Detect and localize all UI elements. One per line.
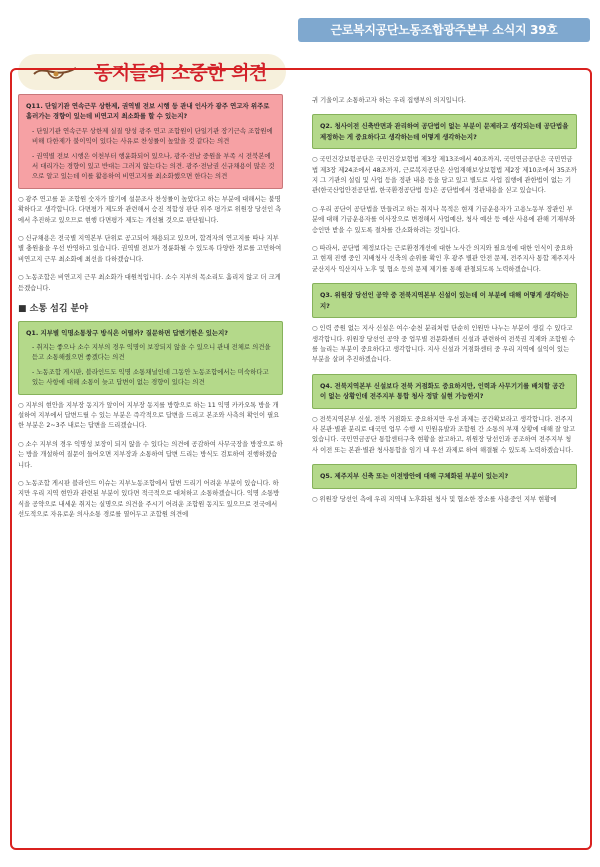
answer-paragraph: 귀 기울이고 소통하고자 하는 우리 집행부의 의지입니다.	[312, 97, 466, 104]
question-q4: Q4. 전북지역본부 신설보다 전북 거점화도 중요하지만, 인력과 사무기기를 배치할 공간이 없는 상황인데 전주지부 통합 청사 정말 실현 가능한지?	[320, 381, 565, 401]
question-box-q4	[312, 374, 577, 409]
answer-paragraph: ○ 우리 공단이 공단법을 만들려고 하는 취지나 목적은 현재 기금운용자가 고용노동부 장관인 부분에 대해 기금운용자를 이사장으로 변경해서 사업예산, 청사 예산 등 예산 사용에 관해 기재부와 승인만 받을 수 있도록 절차를 간소화하려는 것입니다.	[312, 205, 576, 234]
answer-paragraph: ○ 신규채용은 전국별 지역본부 단위로 공고되어 채용되고 있으며, 합격자의 연고지를 따나 지부별 충원율을 우선 반영하고 있습니다. 권역별 전보가 경륜화될 수 있도록 다양한 경로를 고민하여 비연고지 근무 최소화에 최선을 다하겠습니다.	[18, 235, 282, 263]
page-title: 동지들의 소중한 의견	[94, 62, 267, 84]
question-box-q5	[312, 464, 577, 488]
q11-bullet: - 단일기관 연속근무 상한제 실질 양성 광주 연고 조합원이 단일기관 장기근속 조합원에 비해 다한제가 불이익이 있다는 사유로 찬성률이 높았을 것 같다는 의견	[32, 126, 273, 146]
question-q3: Q3. 위원장 당선인 공약 중 전북지역본부 신설이 있는데 이 부분에 대해 어떻게 생각하는지?	[320, 291, 569, 310]
answer-paragraph: ○ 국민건강보험공단은 국민건강보험법 제3장 제13조에서 40조까지, 국민연금공단은 국민연금법 제3장 제24조에서 48조까지, 근로복지공단은 산업재해보상보험법 제2장 제10조에서 35조까지 그 기관의 설립 및 사업 등을 정관 내용 등을 담고 있고 별도로 사업 집행에 관한법이 없는 기관(한국산업안전공단법, 한국환경공단법 등)은 공단법에서 정관내용을 싣고 있습니다.	[312, 156, 577, 195]
left-column	[18, 94, 283, 529]
q1-bullet: - 취지는 좋으나 소수 지부의 경우 익명이 보장되지 않을 수 있으니 관내 전체로 의견을 듣고 소통해줬으면 좋겠다는 의견	[32, 342, 271, 362]
answer-paragraph: ○ 노동조합 게시판 블라인드 이슈는 지부노동조합에서 답변 드리기 어려운 부분이 있습니다. 하지만 우리 지역 현안과 관련된 부분이 있다면 적극적으로 대처하고 소통하겠습니다. 익명 소통방식을 공약으로 내세운 취지는 실명으로 의견을 주시기 어려운 조합원 동지도 있으므로 전국에서 선도적으로 자유로운 의사소통 경로를 열어두고 조합원 의견에	[18, 479, 280, 519]
question-box-q2	[312, 114, 577, 149]
question-q1: Q1. 지부별 익명소통창구 방식은 어떨까? 질문하면 답변기한은 있는지?	[26, 328, 228, 337]
question-q2: Q2. 청사이전 신축반면과 관리하여 공단법이 없는 부분이 문제라고 생각되는데 공단법을 제정하는 게 중요하다고 생각하는데 어떻게 생각하는지?	[320, 122, 569, 141]
section-heading: ■ 소통 섬김 분야	[18, 304, 89, 315]
question-box-q1	[18, 321, 283, 395]
question-box-q3	[312, 283, 577, 318]
answer-paragraph: ○ 위원장 당선인 측에 우리 지역내 노후화된 청사 및 협소한 장소를 사용중인 지부 현황에	[312, 495, 557, 503]
right-column	[312, 96, 577, 513]
question-q11: Q11. 단일기관 연속근무 상한제, 권역별 전보 시행 등 관내 인사가 광주 연고자 위주로 흘러가는 경향이 있는데 비연고지 최소화를 할 수 있는지?	[26, 102, 270, 121]
answer-paragraph: ○ 지부의 현안을 지부장 동지가 앞이어 지부장 동지를 방향으로 하는 11 익명 카카오톡 방을 개설하여 지부에서 답변드릴 수 있는 부분은 즉각적으로 답변을 드리고 본조와 사측의 확인이 필요한 부분은 2~3주 내로는 답변을 드리겠습니다.	[18, 401, 280, 430]
answer-paragraph: ○ 인력 증원 없는 지사 신설은 여수·순천 분리처럼 단순히 인원만 나누는 부분이 생길 수 있다고 생각합니다. 위원장 당선인 공약 중 업무별 전문화센터 신설과 관련하여 전북권 직제와 조합원 수를 늘리는 부분이 중요하다고 생각합니다. 지사 신설과 거점화센터 중 우리 지역에 실익이 있는 부분을 살펴 추진하겠습니다.	[312, 325, 576, 364]
answer-paragraph: ○ 전북지역본부 신설, 전북 거점화도 중요하지만 우선 과제는 공간확보라고 생각합니다. 전주지사 본관·별관 분리로 대국민 업무 수행 시 민원유발과 조합원 간 소통의 부재 상황에 대해 잘 알고 있습니다. 국민연금공단 통합센터구축 현황을 참고하고, 위원장 당선인과 공조하여 전주지부 청사 이전 또는 본관·별관 청사통합을 임기 내 우선 과제로 하여 해결될 수 있도록 노력하겠습니다.	[312, 415, 576, 454]
question-q5: Q5. 제주지부 신축 또는 이전방안에 대해 구체화된 부분이 있는지?	[320, 472, 509, 481]
q11-bullet: - 권역별 전보 시행은 이천부터 행윤화되어 있으나, 광주·전남 중원을 부족 시 전북본에서 대리가는 경향이 있고 반대는 그러지 않는다는 의견. 광주·전남권 신규채용이 많은 것으로 알고 있는데 이를 활용하여 비연고지를 최소화했으면 한다는 의견	[32, 151, 275, 181]
answer-paragraph: ○ 광주 연고를 둔 조합원 숫자가 많기에 설문조사 찬성률이 높았다고 하는 부분에 대해서는 불명확하다고 생각합니다. 다면평가 제도와 관련해서 승진 적합성 판단 위주 평가로 위원장 당선인 측에서 추진하고 있으므로 현행 다면평가 제도는 개선될 것으로 판단됩니다.	[18, 195, 282, 224]
answer-paragraph: ○ 소수 지부의 경우 익명성 보장이 되지 않을 수 있다는 의견에 공감하여 사무국장을 방장으로 하는 방을 개설하여 질문이 들어오면 지부장과 소통하여 답변 드리는 방식도 검토하여 진행하겠습니다.	[18, 440, 283, 469]
newsletter-header: 근로복지공단노동조합광주본부 소식지 39호	[298, 18, 590, 42]
question-box-q11	[18, 94, 283, 189]
answer-paragraph: ○ 노동조합은 비연고지 근무 최소화가 대원칙입니다. 소수 지부의 목소리도 흘리지 않고 더 크게 듣겠습니다.	[18, 274, 281, 292]
q1-bullet: - 노동조합 게시판, 블라인드도 익명 소통채널인데 그동안 노동조합에서는 미숙하다고 있는 사항에 대해 소통이 늦고 답변이 없는 경향이 있다는 의견	[32, 367, 269, 387]
answer-paragraph: ○ 따라서, 공단법 제정보다는 근로환경개선에 대한 노사간 의지와 필요성에 대한 인식이 중요하고 현재 진행 중인 지배청사 신축의 순위를 확인 후 광주 별관 안전 문제, 전주지사 통합 제주지사 균산지사 익산지사 노후 및 협소 등의 문제 제기를 통해 관철되도록 노력하겠습니다.	[312, 245, 576, 273]
